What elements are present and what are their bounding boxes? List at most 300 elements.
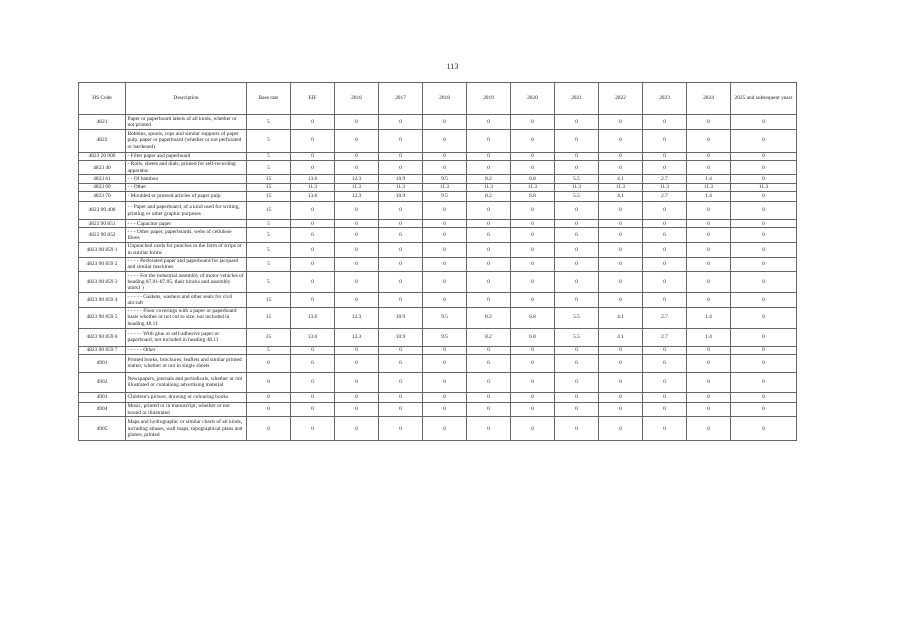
rate-cell: 0 <box>511 272 555 293</box>
description-cell: Printed books, brochures, leaflets and similar printed matter, whether or not in single sheets <box>126 354 247 372</box>
rate-cell: 0 <box>291 152 335 160</box>
description-cell: - - - - - Gaskets, washers and other seals for civil aircraft <box>126 293 247 308</box>
rate-cell: 0 <box>643 202 687 220</box>
rate-cell: 0 <box>731 192 797 202</box>
rate-cell: 5.5 <box>555 192 599 202</box>
description-cell: - - - - Perforated paper and paperboard for jacquard and similar machines <box>126 257 247 272</box>
rate-cell: 0 <box>687 417 731 441</box>
table-row <box>79 192 797 202</box>
rate-cell: 0 <box>467 202 511 220</box>
rate-cell: 0 <box>643 392 687 402</box>
rate-cell: 0 <box>731 115 797 130</box>
rate-cell: 5 <box>247 242 291 257</box>
rate-cell: 0 <box>335 160 379 175</box>
rate-cell: 0 <box>555 372 599 392</box>
rate-cell: 0 <box>379 257 423 272</box>
rate-cell: 10.9 <box>379 192 423 202</box>
column-header: 2024 <box>687 83 731 115</box>
rate-cell: 0 <box>731 220 797 228</box>
rate-cell: 0 <box>467 417 511 441</box>
rate-cell: 0 <box>423 228 467 243</box>
table-row <box>79 242 797 257</box>
rate-cell: 0 <box>247 354 291 372</box>
table-row <box>79 272 797 293</box>
rate-cell: 0 <box>511 152 555 160</box>
rate-cell: 0 <box>643 152 687 160</box>
rate-cell: 0 <box>379 160 423 175</box>
rate-cell: 11.3 <box>467 183 511 191</box>
rate-cell: 5 <box>247 346 291 354</box>
rate-cell: 0 <box>599 372 643 392</box>
rate-cell: 11.3 <box>687 183 731 191</box>
column-header: EIF <box>291 83 335 115</box>
hs-code-cell: 4823 90 859 6 <box>79 328 126 346</box>
rate-cell: 5 <box>247 220 291 228</box>
rate-cell: 2.7 <box>643 192 687 202</box>
rate-cell: 0 <box>687 402 731 417</box>
description-cell: Bobbins, spools, cops and similar supports of paper pulp, paper or paperboard (whether or not perforated or hardened) <box>126 129 247 152</box>
rate-cell: 0 <box>511 346 555 354</box>
rate-cell: 0 <box>511 372 555 392</box>
rate-cell: 0 <box>335 372 379 392</box>
rate-cell: 15 <box>247 192 291 202</box>
rate-cell: 0 <box>379 417 423 441</box>
rate-cell: 0 <box>599 242 643 257</box>
rate-cell: 0 <box>511 417 555 441</box>
table-row <box>79 152 797 160</box>
rate-cell: 0 <box>379 242 423 257</box>
rate-cell: 0 <box>335 402 379 417</box>
column-header: 2022 <box>599 83 643 115</box>
rate-cell: 8.2 <box>467 175 511 183</box>
rate-cell: 0 <box>731 257 797 272</box>
rate-cell: 0 <box>687 129 731 152</box>
rate-cell: 0 <box>511 228 555 243</box>
description-cell: - Moulded or pressed articles of paper pulp <box>126 192 247 202</box>
rate-cell: 0 <box>423 129 467 152</box>
rate-cell: 0 <box>555 392 599 402</box>
rate-cell: 9.5 <box>423 175 467 183</box>
table-row <box>79 346 797 354</box>
rate-cell: 12.3 <box>335 175 379 183</box>
column-header: 2016 <box>335 83 379 115</box>
rate-cell: 6.8 <box>511 175 555 183</box>
rate-cell: 0 <box>291 129 335 152</box>
column-header: Base rate <box>247 83 291 115</box>
rate-cell: 0 <box>643 115 687 130</box>
description-cell: Music, printed or in manuscript, whether or not bound or illustrated <box>126 402 247 417</box>
rate-cell: 9.5 <box>423 328 467 346</box>
rate-cell: 5 <box>247 152 291 160</box>
rate-cell: 0 <box>291 242 335 257</box>
rate-cell: 0 <box>687 346 731 354</box>
table-row <box>79 160 797 175</box>
rate-cell: 0 <box>423 417 467 441</box>
rate-cell: 0 <box>335 392 379 402</box>
rate-cell: 6.8 <box>511 307 555 328</box>
rate-cell: 0 <box>291 417 335 441</box>
rate-cell: 0 <box>555 220 599 228</box>
rate-cell: 9.5 <box>423 307 467 328</box>
rate-cell: 0 <box>467 372 511 392</box>
rate-cell: 0 <box>599 220 643 228</box>
rate-cell: 0 <box>555 293 599 308</box>
hs-code-cell: 4823 69 <box>79 183 126 191</box>
rate-cell: 0 <box>467 160 511 175</box>
rate-cell: 0 <box>731 228 797 243</box>
rate-cell: 5 <box>247 160 291 175</box>
rate-cell: 0 <box>643 293 687 308</box>
rate-cell: 0 <box>291 392 335 402</box>
table-row <box>79 354 797 372</box>
rate-cell: 0 <box>335 242 379 257</box>
rate-cell: 13.6 <box>291 328 335 346</box>
rate-cell: 0 <box>423 372 467 392</box>
hs-code-cell: 4823 90 851 <box>79 220 126 228</box>
rate-cell: 0 <box>687 354 731 372</box>
rate-cell: 0 <box>687 257 731 272</box>
rate-cell: 15 <box>247 293 291 308</box>
rate-cell: 15 <box>247 328 291 346</box>
rate-cell: 0 <box>731 272 797 293</box>
rate-cell: 0 <box>291 257 335 272</box>
rate-cell: 0 <box>379 202 423 220</box>
rate-cell: 5 <box>247 129 291 152</box>
rate-cell: 0 <box>731 307 797 328</box>
rate-cell: 0 <box>643 160 687 175</box>
hs-code-cell: 4823 90 859 2 <box>79 257 126 272</box>
description-cell: Newspapers, journals and periodicals, whether or not illustrated or containing advertising material <box>126 372 247 392</box>
rate-cell: 0 <box>731 175 797 183</box>
rate-cell: 0 <box>511 115 555 130</box>
description-cell: - - Of bamboo <box>126 175 247 183</box>
rate-cell: 5.5 <box>555 307 599 328</box>
rate-cell: 0 <box>555 346 599 354</box>
rate-cell: 0 <box>291 115 335 130</box>
rate-cell: 0 <box>731 129 797 152</box>
rate-cell: 4.1 <box>599 307 643 328</box>
rate-cell: 0 <box>687 372 731 392</box>
rate-cell: 0 <box>423 346 467 354</box>
rate-cell: 11.3 <box>335 183 379 191</box>
rate-cell: 0 <box>731 202 797 220</box>
rate-cell: 0 <box>687 228 731 243</box>
rate-cell: 0 <box>335 272 379 293</box>
rate-cell: 5 <box>247 257 291 272</box>
rate-cell: 0 <box>379 220 423 228</box>
rate-cell: 0 <box>555 417 599 441</box>
rate-cell: 0 <box>555 202 599 220</box>
rate-cell: 0 <box>511 202 555 220</box>
rate-cell: 0 <box>247 402 291 417</box>
table-row <box>79 175 797 183</box>
rate-cell: 0 <box>731 328 797 346</box>
rate-cell: 0 <box>555 272 599 293</box>
rate-cell: 0 <box>247 417 291 441</box>
table-row <box>79 257 797 272</box>
rate-cell: 0 <box>423 202 467 220</box>
rate-cell: 0 <box>731 372 797 392</box>
rate-cell: 0 <box>379 372 423 392</box>
description-cell: - - - - - With glue or self-adhesive paper or paperboard, not included in heading 48.11 <box>126 328 247 346</box>
rate-cell: 0 <box>511 242 555 257</box>
rate-cell: 11.3 <box>511 183 555 191</box>
hs-code-cell: 4905 <box>79 417 126 441</box>
hs-code-cell: 4823 20 000 <box>79 152 126 160</box>
rate-cell: 2.7 <box>643 328 687 346</box>
rate-cell: 0 <box>423 152 467 160</box>
rate-cell: 0 <box>423 402 467 417</box>
rate-cell: 0 <box>423 354 467 372</box>
rate-cell: 12.3 <box>335 192 379 202</box>
rate-cell: 0 <box>247 372 291 392</box>
rate-cell: 0 <box>599 228 643 243</box>
rate-cell: 5 <box>247 272 291 293</box>
rate-cell: 0 <box>511 129 555 152</box>
rate-cell: 0 <box>247 392 291 402</box>
rate-cell: 0 <box>423 272 467 293</box>
table-row <box>79 220 797 228</box>
description-cell: Children's picture, drawing or colouring books <box>126 392 247 402</box>
rate-cell: 0 <box>687 293 731 308</box>
rate-cell: 0 <box>555 115 599 130</box>
rate-cell: 0 <box>643 257 687 272</box>
rate-cell: 13.6 <box>291 307 335 328</box>
column-header: 2025 and subsequent years <box>731 83 797 115</box>
rate-cell: 0 <box>423 160 467 175</box>
description-cell: - - - - - Floor coverings with a paper or paperboard basis whether or not cut to size, not included in heading 48.11 <box>126 307 247 328</box>
rate-cell: 0 <box>379 293 423 308</box>
rate-cell: 0 <box>731 402 797 417</box>
rate-cell: 0 <box>643 220 687 228</box>
table-row <box>79 293 797 308</box>
rate-cell: 1.4 <box>687 328 731 346</box>
hs-code-cell: 4823 90 859 3 <box>79 272 126 293</box>
table-row <box>79 129 797 152</box>
rate-cell: 0 <box>687 272 731 293</box>
rate-cell: 8.2 <box>467 307 511 328</box>
table-row <box>79 202 797 220</box>
rate-cell: 0 <box>555 354 599 372</box>
rate-cell: 0 <box>511 257 555 272</box>
rate-cell: 0 <box>379 272 423 293</box>
rate-cell: 0 <box>599 160 643 175</box>
rate-cell: 4.1 <box>599 328 643 346</box>
rate-cell: 0 <box>379 346 423 354</box>
rate-cell: 0 <box>291 272 335 293</box>
rate-cell: 0 <box>379 228 423 243</box>
column-header: 2023 <box>643 83 687 115</box>
rate-cell: 13.6 <box>291 175 335 183</box>
table-row <box>79 392 797 402</box>
rate-cell: 0 <box>291 354 335 372</box>
table-row <box>79 307 797 328</box>
table-row <box>79 372 797 392</box>
rate-cell: 0 <box>687 160 731 175</box>
rate-cell: 0 <box>643 372 687 392</box>
description-cell: Unpunched cards for punches in the form of strips or in similar forms <box>126 242 247 257</box>
hs-code-cell: 4823 90 852 <box>79 228 126 243</box>
table-row <box>79 402 797 417</box>
rate-cell: 0 <box>599 129 643 152</box>
table-row <box>79 115 797 130</box>
rate-cell: 0 <box>335 152 379 160</box>
rate-cell: 15 <box>247 175 291 183</box>
rate-cell: 0 <box>379 402 423 417</box>
rate-cell: 0 <box>423 257 467 272</box>
rate-cell: 0 <box>467 293 511 308</box>
rate-cell: 0 <box>731 392 797 402</box>
rate-cell: 0 <box>599 152 643 160</box>
rate-cell: 0 <box>335 129 379 152</box>
table-row <box>79 228 797 243</box>
rate-cell: 8.2 <box>467 328 511 346</box>
hs-code-cell: 4904 <box>79 402 126 417</box>
rate-cell: 12.3 <box>335 307 379 328</box>
rate-cell: 8.2 <box>467 192 511 202</box>
rate-cell: 0 <box>467 392 511 402</box>
table-row <box>79 328 797 346</box>
table-body <box>79 115 797 441</box>
rate-cell: 0 <box>511 402 555 417</box>
rate-cell: 0 <box>467 272 511 293</box>
column-header: 2019 <box>467 83 511 115</box>
rate-cell: 0 <box>467 242 511 257</box>
rate-cell: 0 <box>467 346 511 354</box>
rate-cell: 0 <box>423 242 467 257</box>
rate-cell: 11.3 <box>643 183 687 191</box>
rate-cell: 0 <box>291 228 335 243</box>
rate-cell: 10.9 <box>379 175 423 183</box>
rate-cell: 4.1 <box>599 175 643 183</box>
rate-cell: 11.3 <box>731 183 797 191</box>
rate-cell: 0 <box>335 115 379 130</box>
rate-cell: 0 <box>511 392 555 402</box>
rate-cell: 0 <box>599 354 643 372</box>
rate-cell: 0 <box>379 129 423 152</box>
rate-cell: 0 <box>423 392 467 402</box>
rate-cell: 0 <box>555 402 599 417</box>
rate-cell: 5 <box>247 115 291 130</box>
hs-code-cell: 4821 <box>79 115 126 130</box>
rate-cell: 10.9 <box>379 307 423 328</box>
rate-cell: 4.1 <box>599 192 643 202</box>
rate-cell: 0 <box>511 354 555 372</box>
rate-cell: 0 <box>511 293 555 308</box>
rate-cell: 11.3 <box>379 183 423 191</box>
rate-cell: 9.5 <box>423 192 467 202</box>
rate-cell: 11.3 <box>599 183 643 191</box>
rate-cell: 15 <box>247 307 291 328</box>
rate-cell: 1.4 <box>687 192 731 202</box>
rate-cell: 0 <box>599 392 643 402</box>
rate-cell: 5.5 <box>555 175 599 183</box>
rate-cell: 0 <box>643 346 687 354</box>
rate-cell: 0 <box>555 129 599 152</box>
rate-cell: 11.3 <box>291 183 335 191</box>
rate-cell: 0 <box>555 152 599 160</box>
rate-cell: 0 <box>555 242 599 257</box>
rate-cell: 0 <box>379 392 423 402</box>
rate-cell: 0 <box>599 293 643 308</box>
rate-cell: 0 <box>687 242 731 257</box>
table-row <box>79 417 797 441</box>
rate-cell: 0 <box>731 354 797 372</box>
rate-cell: 11.3 <box>555 183 599 191</box>
description-cell: - - Paper and paperboard, of a kind used for writing, printing or other graphic purposes <box>126 202 247 220</box>
rate-cell: 15 <box>247 202 291 220</box>
rate-cell: 0 <box>335 220 379 228</box>
column-header: 2021 <box>555 83 599 115</box>
rate-cell: 5 <box>247 228 291 243</box>
rate-cell: 0 <box>555 228 599 243</box>
rate-cell: 5.5 <box>555 328 599 346</box>
column-header: 2018 <box>423 83 467 115</box>
rate-cell: 0 <box>687 202 731 220</box>
rate-cell: 12.3 <box>335 328 379 346</box>
rate-cell: 0 <box>291 202 335 220</box>
rate-cell: 0 <box>423 115 467 130</box>
hs-code-cell: 4823 90 859 5 <box>79 307 126 328</box>
rate-cell: 0 <box>687 152 731 160</box>
rate-cell: 11.3 <box>423 183 467 191</box>
rate-cell: 0 <box>291 293 335 308</box>
rate-cell: 0 <box>599 257 643 272</box>
rate-cell: 0 <box>687 220 731 228</box>
rate-cell: 0 <box>555 160 599 175</box>
rate-cell: 0 <box>467 228 511 243</box>
rate-cell: 0 <box>687 392 731 402</box>
rate-cell: 0 <box>423 220 467 228</box>
rate-cell: 0 <box>687 115 731 130</box>
rate-cell: 0 <box>511 160 555 175</box>
rate-cell: 0 <box>599 346 643 354</box>
hs-code-cell: 4823 90 859 1 <box>79 242 126 257</box>
rate-cell: 0 <box>467 402 511 417</box>
table-row <box>79 183 797 191</box>
rate-cell: 0 <box>643 417 687 441</box>
rate-cell: 0 <box>291 220 335 228</box>
rate-cell: 0 <box>555 257 599 272</box>
rate-cell: 0 <box>643 272 687 293</box>
rate-cell: 0 <box>379 115 423 130</box>
rate-cell: 0 <box>643 242 687 257</box>
rate-cell: 0 <box>731 293 797 308</box>
rate-cell: 0 <box>643 129 687 152</box>
description-cell: - - - Capacitor paper <box>126 220 247 228</box>
column-header: 2017 <box>379 83 423 115</box>
rate-cell: 0 <box>643 228 687 243</box>
hs-code-cell: 4823 90 400 <box>79 202 126 220</box>
rate-cell: 0 <box>731 152 797 160</box>
rate-cell: 0 <box>467 220 511 228</box>
table-header-row <box>79 83 797 115</box>
rate-cell: 0 <box>291 402 335 417</box>
rate-cell: 6.8 <box>511 192 555 202</box>
rate-cell: 0 <box>379 354 423 372</box>
rate-cell: 0 <box>335 417 379 441</box>
rate-cell: 0 <box>599 272 643 293</box>
description-cell: - - - Other paper, paperboards, webs of cellulose fibres <box>126 228 247 243</box>
hs-code-cell: 4823 70 <box>79 192 126 202</box>
rate-cell: 1.4 <box>687 307 731 328</box>
rate-cell: 0 <box>335 257 379 272</box>
description-cell: - Rolls, sheets and dials, printed for self-recording apparatus <box>126 160 247 175</box>
rate-cell: 0 <box>467 354 511 372</box>
rate-cell: 6.8 <box>511 328 555 346</box>
rate-cell: 15 <box>247 183 291 191</box>
rate-cell: 13.6 <box>291 192 335 202</box>
